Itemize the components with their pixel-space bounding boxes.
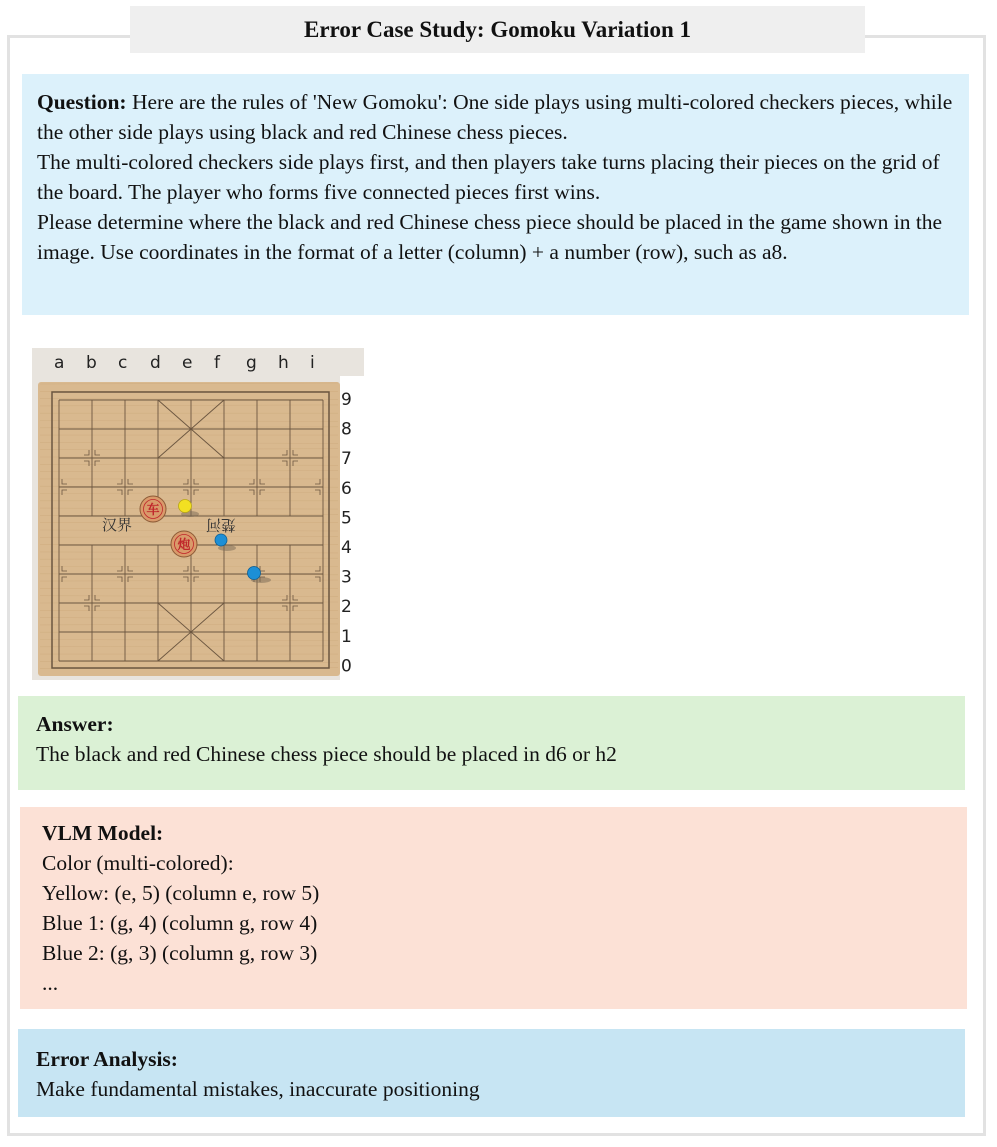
question-paragraph-2: The multi-colored checkers side plays first, and then players take turns placing their pieces on the grid of the board. The player who forms five connected pieces first wins. (37, 150, 940, 204)
case-study-title: Error Case Study: Gomoku Variation 1 (130, 6, 865, 53)
column-label: c (118, 353, 128, 373)
board-image (32, 348, 364, 680)
vlm-line: Yellow: (e, 5) (column e, row 5) (42, 881, 320, 905)
cannon-piece (171, 531, 197, 557)
column-label: g (246, 353, 257, 373)
row-label: 6 (341, 478, 352, 499)
question-panel (22, 74, 969, 315)
answer-label: Answer: (36, 712, 114, 736)
row-label: 3 (341, 567, 352, 588)
cannon-char: 炮 (177, 538, 191, 553)
river-left-text: 汉界 (102, 516, 133, 534)
question-paragraph-1 (37, 87, 954, 147)
vlm-line: Color (multi-colored): (42, 851, 234, 875)
answer-text: The black and red Chinese chess piece should be placed in d6 or h2 (36, 742, 617, 766)
vlm-panel (20, 807, 967, 1009)
row-label: 0 (341, 656, 352, 677)
error-analysis-panel (18, 1029, 965, 1117)
vlm-line: Blue 1: (g, 4) (column g, row 4) (42, 911, 318, 935)
column-label: i (310, 353, 315, 373)
row-label: 5 (341, 508, 352, 529)
row-label: 1 (341, 626, 352, 647)
column-label: h (278, 353, 289, 373)
row-label: 9 (341, 390, 352, 410)
column-label: f (214, 353, 220, 373)
chariot-char: 车 (146, 503, 160, 518)
column-label: a (54, 353, 65, 373)
vlm-line: ... (42, 971, 59, 995)
error-label: Error Analysis: (36, 1047, 178, 1071)
question-text-1: Here are the rules of 'New Gomoku': One side plays using multi-colored checkers pieces, while the other side plays using black and red Chinese chess pieces. (37, 90, 953, 144)
vlm-line: Blue 2: (g, 3) (column g, row 3) (42, 941, 318, 965)
row-label: 4 (341, 538, 352, 558)
answer-panel (18, 696, 965, 790)
board-svg (32, 348, 364, 680)
river-right-text: 楚河 (205, 516, 236, 534)
row-label: 2 (341, 597, 352, 618)
row-label: 8 (341, 419, 352, 440)
vlm-label: VLM Model: (42, 821, 164, 845)
row-label: 7 (341, 449, 352, 470)
chariot-piece (140, 496, 166, 522)
question-label: Question: (37, 90, 127, 114)
column-label: b (86, 353, 97, 373)
error-text: Make fundamental mistakes, inaccurate positioning (36, 1077, 480, 1101)
question-paragraph-3: Please determine where the black and red Chinese chess piece should be placed in the game shown in the image. Use coordinates in the format of a letter (column) + a number (row), such as a8. (37, 210, 943, 264)
column-label: e (182, 353, 193, 373)
column-label: d (150, 353, 161, 373)
